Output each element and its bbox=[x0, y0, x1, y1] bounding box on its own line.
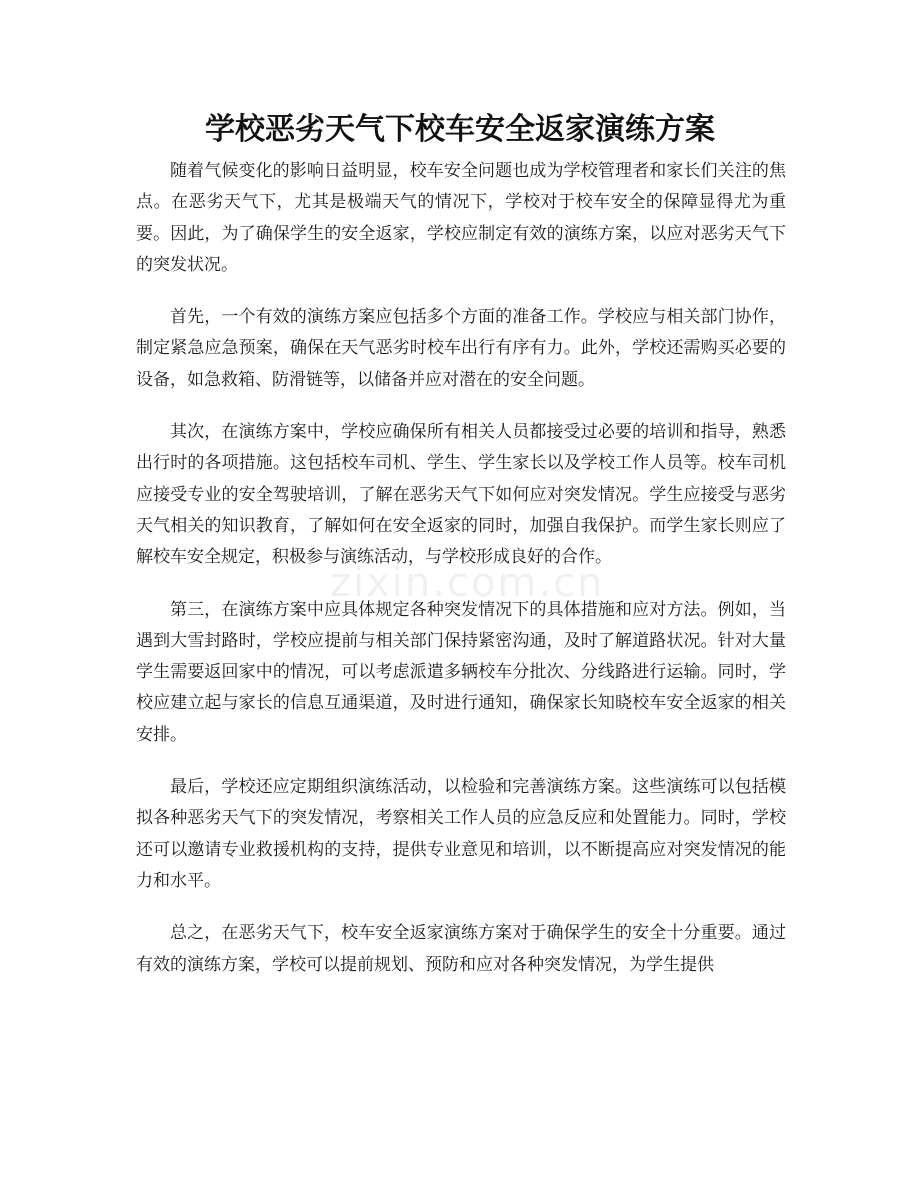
paragraph-training: 其次，在演练方案中，学校应确保所有相关人员都接受过必要的培训和指导，熟悉出行时的各项措施。这包括校车司机、学生、学生家长以及学校工作人员等。校车司机应接受专业的安全驾驶培训，了解在恶劣天气下如何应对突发情况。学生应接受与恶劣天气相关的知识教育，了解如何在安全返家的同时，加强自我保护。而学生家长则应了解校车安全规定，积极参与演练活动，与学校形成良好的合作。 bbox=[136, 422, 786, 568]
watermark: zixin.com.cn bbox=[330, 560, 605, 606]
paragraph-drills: 最后，学校还应定期组织演练活动，以检验和完善演练方案。这些演练可以包括模拟各种恶劣天气下的突发情况，考察相关工作人员的应急反应和处置能力。同时，学校还可以邀请专业救援机构的支持，提供专业意见和培训，以不断提高应对突发情况的能力和水平。 bbox=[136, 777, 786, 891]
paragraph-intro: 随着气候变化的影响日益明显，校车安全问题也成为学校管理者和家长们关注的焦点。在恶劣天气下，尤其是极端天气的情况下，学校对于校车安全的保障显得尤为重要。因此，为了确保学生的安全返家，学校应制定有效的演练方案，以应对恶劣天气下的突发状况。 bbox=[136, 161, 786, 275]
paragraph-conclusion: 总之，在恶劣天气下，校车安全返家演练方案对于确保学生的安全十分重要。通过有效的演练方案，学校可以提前规划、预防和应对各种突发情况，为学生提供 bbox=[136, 923, 786, 975]
paragraph-preparation: 首先，一个有效的演练方案应包括多个方面的准备工作。学校应与相关部门协作，制定紧急应急预案，确保在天气恶劣时校车出行有序有力。此外，学校还需购买必要的设备，如急救箱、防滑链等，以储备并应对潜在的安全问题。 bbox=[136, 307, 786, 390]
document-title: 学校恶劣天气下校车安全返家演练方案 bbox=[205, 112, 715, 147]
paragraph-measures: 第三，在演练方案中应具体规定各种突发情况下的具体措施和应对方法。例如，当遇到大雪封路时，学校应提前与相关部门保持紧密沟通，及时了解道路状况。针对大量学生需要返回家中的情况，可以考虑派遣多辆校车分批次、分线路进行运输。同时，学校应建立起与家长的信息互通渠道，及时进行通知，确保家长知晓校车安全返家的相关安排。 bbox=[136, 599, 786, 745]
document-body bbox=[136, 156, 786, 1002]
